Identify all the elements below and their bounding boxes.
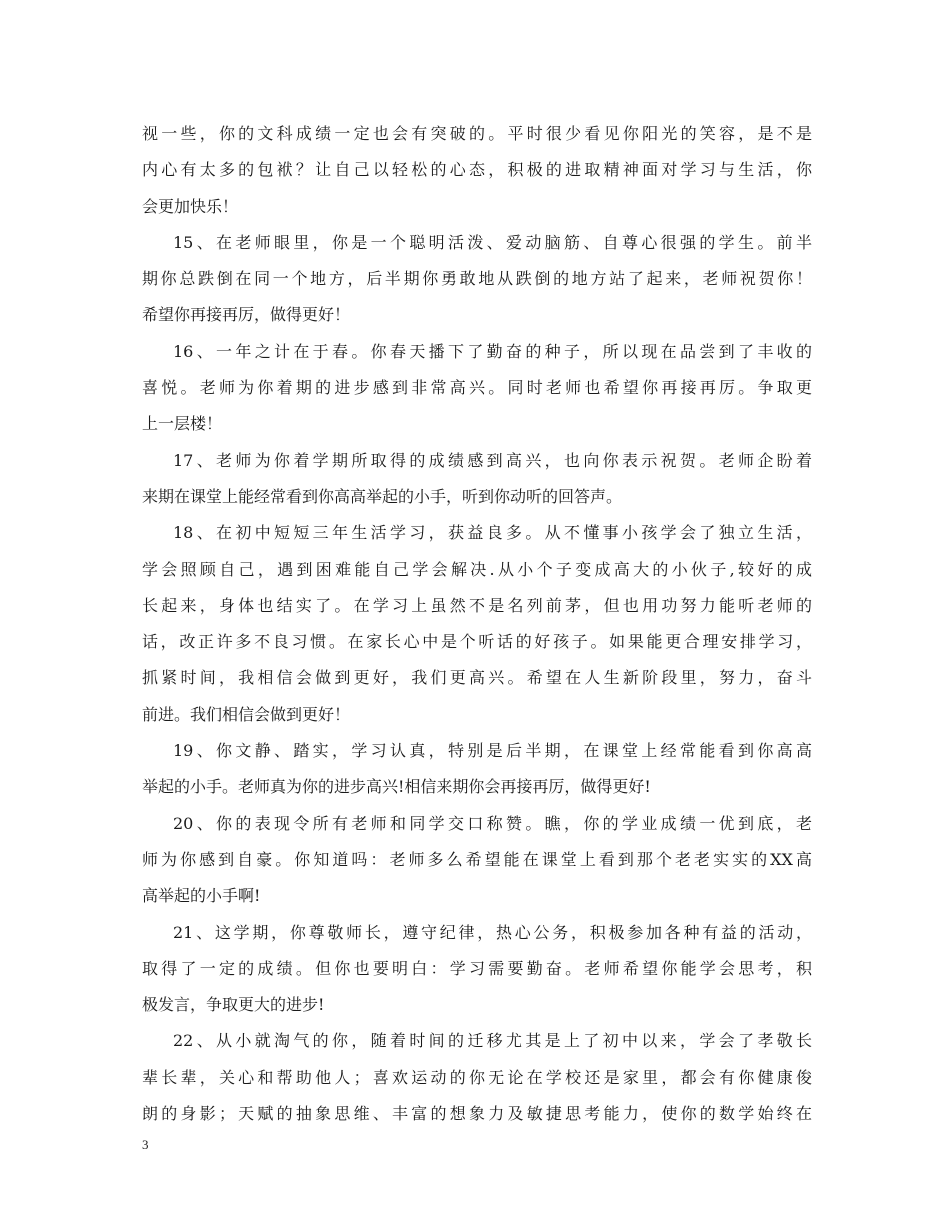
paragraph-15-start: 15、在老师眼里，你是一个聪明活泼、爱动脑筋、自尊心很强的学生。前半 <box>173 232 812 252</box>
text-line: 会更加快乐！ <box>142 196 239 216</box>
paragraph-22-start: 22、从小就淘气的你，随着时间的迁移尤其是上了初中以来，学会了孝敬长 <box>173 1031 812 1051</box>
paragraph-17-start: 17、老师为你着学期所取得的成绩感到高兴，也向你表示祝贺。老师企盼着 <box>173 450 812 470</box>
text-line: 取得了一定的成绩。但你也要明白：学习需要勤奋。老师希望你能学会思考，积 <box>142 958 812 978</box>
text-line: 视一些，你的文科成绩一定也会有突破的。平时很少看见你阳光的笑容，是不是 <box>142 124 812 143</box>
paragraph-18-start: 18、在初中短短三年生活学习，获益良多。从不懂事小孩学会了独立生活， <box>173 523 812 543</box>
text-line: 前进。我们相信会做到更好！ <box>142 704 351 724</box>
text-line: 长起来，身体也结实了。在学习上虽然不是名列前茅，但也用功努力能听老师的 <box>142 595 812 615</box>
text-line: 师为你感到自豪。你知道吗：老师多么希望能在课堂上看到那个老老实实的XX高 <box>142 849 812 869</box>
body-text <box>142 116 812 1132</box>
paragraph-16-start: 16、一年之计在于春。你春天播下了勤奋的种子，所以现在品尝到了丰收的 <box>173 341 812 361</box>
paragraph-21-start: 21、这学期，你尊敬师长，遵守纪律，热心公务，积极参加各种有益的活动， <box>173 922 812 942</box>
text-line: 抓紧时间，我相信会做到更好，我们更高兴。希望在人生新阶段里，努力，奋斗 <box>142 668 812 688</box>
text-line: 学会照顾自己，遇到困难能自己学会解决.从小个子变成高大的小伙子,较好的成 <box>142 559 812 579</box>
text-line: 喜悦。老师为你着期的进步感到非常高兴。同时老师也希望你再接再厉。争取更 <box>142 378 812 398</box>
text-line: 上一层楼！ <box>142 414 223 434</box>
paragraph-20-start: 20、你的表现令所有老师和同学交口称赞。瞧，你的学业成绩一优到底，老 <box>173 813 812 833</box>
text-line: 希望你再接再厉，做得更好！ <box>142 305 351 325</box>
text-line: 内心有太多的包袱？让自己以轻松的心态，积极的进取精神面对学习与生活，你 <box>142 160 812 180</box>
text-line: 朗的身影；天赋的抽象思维、丰富的想象力及敏捷思考能力，使你的数学始终在 <box>142 1104 812 1124</box>
page-number: 3 <box>142 1137 149 1152</box>
text-line: 辈长辈，关心和帮助他人；喜欢运动的你无论在学校还是家里，都会有你健康俊 <box>142 1067 812 1087</box>
text-line: 期你总跌倒在同一个地方，后半期你勇敢地从跌倒的地方站了起来，老师祝贺你！ <box>142 269 812 289</box>
text-line: 举起的小手。老师真为你的进步高兴!相信来期你会再接再厉，做得更好! <box>142 777 651 797</box>
text-line: 来期在课堂上能经常看到你高高举起的小手，听到你动听的回答声。 <box>142 486 623 506</box>
text-line: 话，改正许多不良习惯。在家长心中是个听话的好孩子。如果能更合理安排学习， <box>142 632 812 652</box>
text-line: 高举起的小手啊! <box>142 886 261 906</box>
paragraph-19-start: 19、你文静、踏实，学习认真，特别是后半期，在课堂上经常能看到你高高 <box>173 741 812 761</box>
text-line: 极发言，争取更大的进步! <box>142 995 325 1015</box>
